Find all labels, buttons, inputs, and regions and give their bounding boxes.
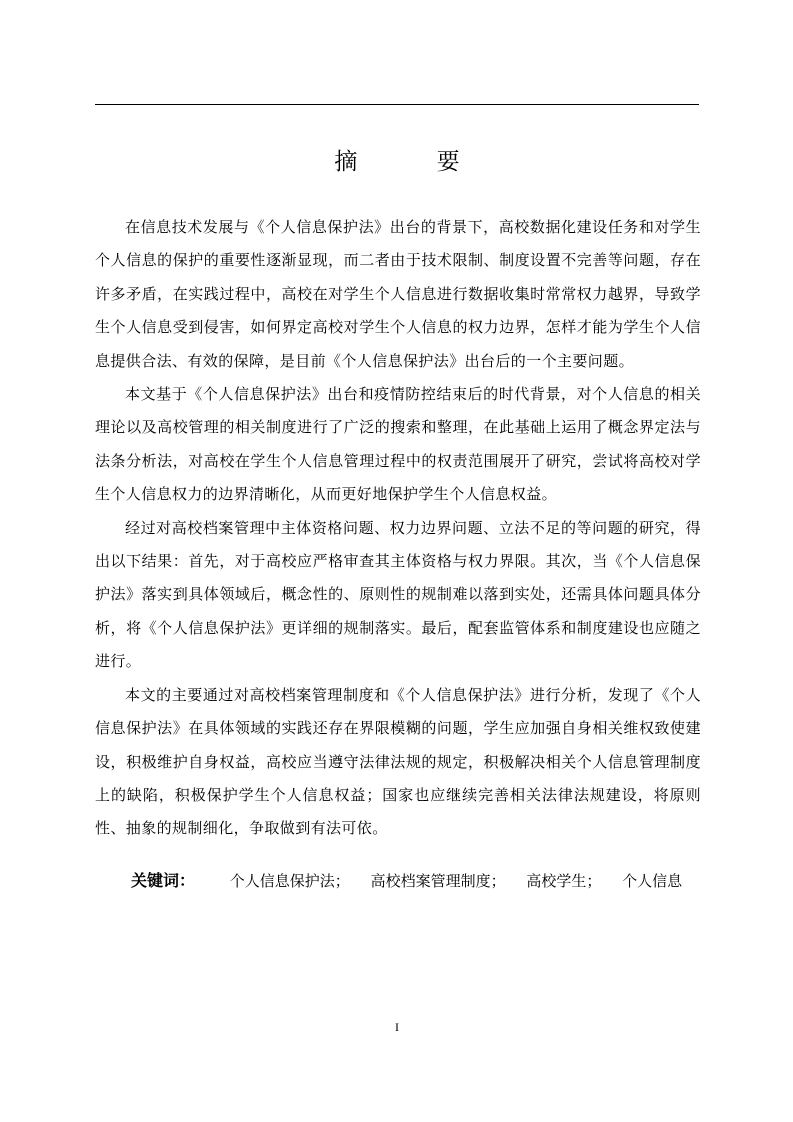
keyword-item: 个人信息保护法； [229,872,350,890]
header-rule [95,104,699,105]
keywords-label: 关键词： [131,871,196,890]
abstract-paragraph-3: 经过对高校档案管理中主体资格问题、权力边界问题、立法不足的等问题的研究，得出以下结果：首先，对于高校应严格审查其主体资格与权力界限。其次，当《个人信息保护法》落实到具体领域后，概念性的、原则性的规制难以落到实处，还需具体问题具体分析，将《个人信息保护法》更详细的规制落实。最后，配套监管体系和制度建设也应随之进行。 [95,518,701,671]
keywords-line [131,868,711,894]
keyword-item: 高校档案管理制度； [370,872,506,890]
abstract-title: 摘 要 [334,149,496,175]
keyword-item: 高校学生； [526,872,602,890]
keyword-item: 个人信息 [622,872,683,890]
page-number: I [395,1020,399,1034]
abstract-paragraph-2: 本文基于《个人信息保护法》出台和疫情防控结束后的时代背景，对个人信息的相关理论以及高校管理的相关制度进行了广泛的搜索和整理，在此基础上运用了概念界定法与法条分析法，对高校在学生个人信息管理过程中的权责范围展开了研究，尝试将高校对学生个人信息权力的边界清晰化，从而更好地保护学生个人信息权益。 [95,385,701,504]
abstract-body [95,211,701,846]
abstract-paragraph-1: 在信息技术发展与《个人信息保护法》出台的背景下，高校数据化建设任务和对学生个人信息的保护的重要性逐渐显现，而二者由于技术限制、制度设置不完善等问题，存在许多矛盾，在实践过程中，高校在对学生个人信息进行数据收集时常常权力越界，导致学生个人信息受到侵害，如何界定高校对学生个人信息的权力边界，怎样才能为学生个人信息提供合法、有效的保障，是目前《个人信息保护法》出台后的一个主要问题。 [95,218,701,370]
abstract-paragraph-4: 本文的主要通过对高校档案管理制度和《个人信息保护法》进行分析，发现了《个人信息保护法》在具体领域的实践还存在界限模糊的问题，学生应加强自身相关维权致使建设，积极维护自身权益，高校应当遵守法律法规的规定，积极解决相关个人信息管理制度上的缺陷，积极保护学生个人信息权益；国家也应继续完善相关法律法规建设，将原则性、抽象的规制细化，争取做到有法可依。 [95,685,701,838]
